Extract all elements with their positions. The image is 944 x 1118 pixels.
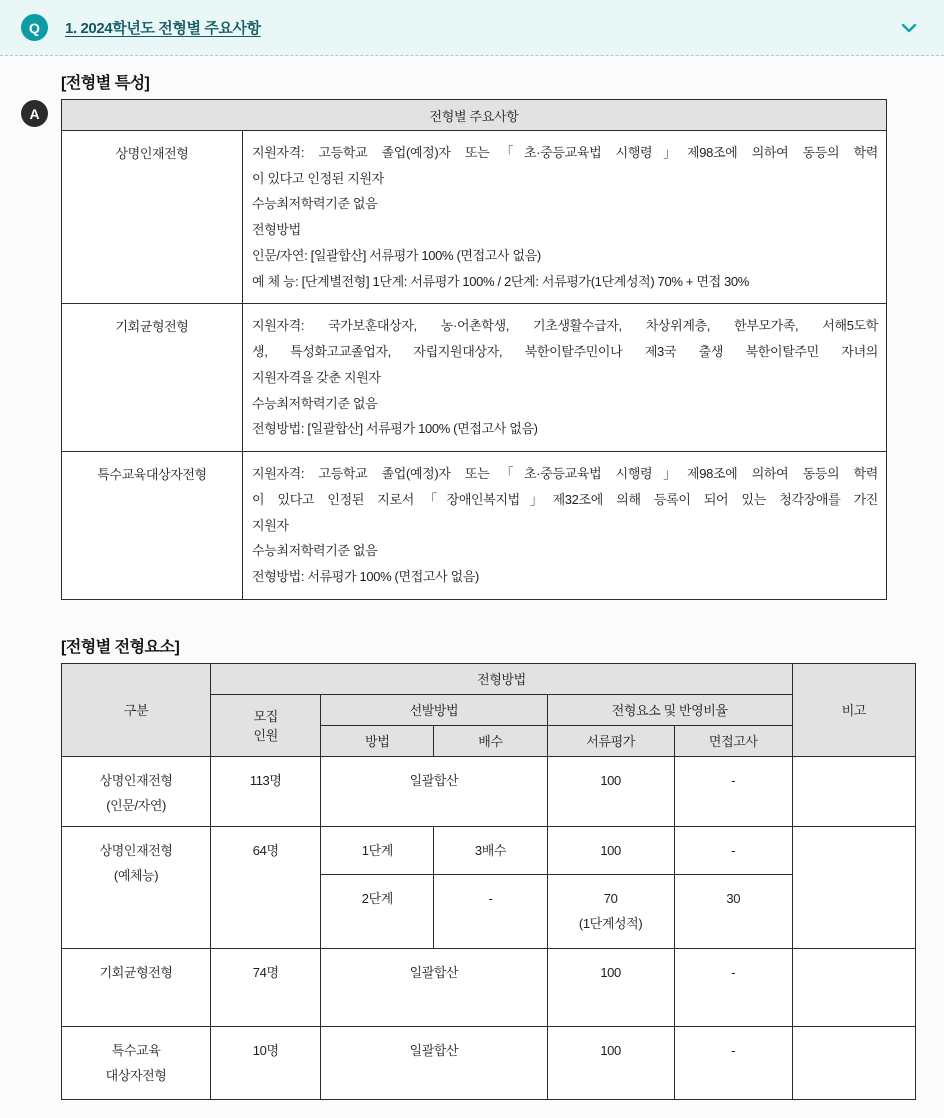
header-remarks: 비고	[792, 663, 915, 756]
section-title-features: [전형별 특성]	[61, 75, 150, 92]
detail-line: 이 있다고 인정된 지원자	[252, 170, 384, 186]
detail-line: 예 체 능: [단계별전형] 1단계: 서류평가 100% / 2단계: 서류평가(1단계성적) 70% + 면접 30%	[252, 273, 750, 289]
row-document: 100	[547, 1026, 674, 1099]
row-multiple: 3배수	[434, 826, 547, 874]
division-line2: (예체능)	[113, 868, 159, 884]
detail-line: 지원자격: 고등학교 졸업(예정)자 또는「초·중등교육법 시행령」제98조에 의하여 동등의 학력	[252, 466, 878, 482]
detail-line: 지원자격을 갖춘 지원자	[252, 369, 381, 385]
row-quota: 74명	[211, 948, 321, 1026]
detail-line: 전형방법	[252, 222, 301, 238]
table-row	[62, 131, 887, 304]
row-interview: -	[674, 948, 792, 1026]
row-division	[62, 826, 211, 948]
detail-line: 수능최저학력기준 없음	[252, 395, 378, 411]
detail-line: 지원자	[252, 517, 289, 533]
detail-line: 수능최저학력기준 없음	[252, 543, 378, 559]
detail-line: 전형방법: [일괄합산] 서류평가 100% (면접고사 없음)	[252, 421, 538, 437]
table-row	[62, 1026, 916, 1099]
row-document: 100	[547, 948, 674, 1026]
row-quota: 10명	[211, 1026, 321, 1099]
row-category: 상명인재전형	[62, 131, 243, 304]
row-method: 1단계	[321, 826, 434, 874]
table-row	[62, 304, 887, 452]
row-detail	[243, 452, 887, 600]
detail-line: 지원자격: 고등학교 졸업(예정)자 또는「초·중등교육법 시행령」제98조에 의하여 동등의 학력	[252, 145, 878, 160]
row-method: 일괄합산	[321, 948, 547, 1026]
table-row	[62, 756, 916, 826]
header-multiple: 배수	[434, 725, 547, 756]
question-badge: Q	[21, 14, 48, 41]
detail-line: 수능최저학력기준 없음	[252, 196, 378, 212]
document-note: (1단계성적)	[578, 916, 643, 932]
division-line1: 기회균형전형	[99, 964, 173, 980]
admission-features-table	[61, 99, 887, 600]
row-remarks	[792, 948, 915, 1026]
faq-question-title[interactable]: 1. 2024학년도 전형별 주요사항	[65, 20, 261, 37]
row-interview: -	[674, 1026, 792, 1099]
detail-line: 이 있다고 인정된 지로서「장애인복지법」제32조에 의해 등록이 되어 있는 청각장애를 가진	[252, 491, 878, 507]
table-header-row-1	[62, 663, 916, 694]
features-table-header: 전형별 주요사항	[62, 100, 887, 131]
row-remarks	[792, 756, 915, 826]
table-header-row	[62, 100, 887, 131]
division-line1: 상명인재전형	[99, 772, 173, 788]
row-interview: -	[674, 756, 792, 826]
header-interview: 면접고사	[674, 725, 792, 756]
division-line2: 대상자전형	[105, 1068, 167, 1084]
division-line2: (인문/자연)	[106, 798, 166, 814]
division-line1: 특수교육	[111, 1042, 161, 1058]
faq-answer-body	[61, 60, 921, 1100]
table-row	[62, 452, 887, 600]
header-document: 서류평가	[547, 725, 674, 756]
row-interview: -	[674, 826, 792, 874]
row-division	[62, 1026, 211, 1099]
row-detail	[243, 131, 887, 304]
header-quota-line1: 모집	[253, 709, 278, 725]
table-row	[62, 948, 916, 1026]
detail-line: 지원자격: 국가보훈대상자, 농·어촌학생, 기초생활수급자, 차상위계층, 한부모가족, 서해5도학	[252, 318, 878, 334]
division-line1: 상명인재전형	[99, 842, 173, 858]
row-quota: 64명	[211, 826, 321, 948]
row-multiple: -	[434, 874, 547, 948]
row-method: 일괄합산	[321, 1026, 547, 1099]
document-value: 70	[603, 890, 618, 906]
detail-line: 인문/자연: [일괄합산] 서류평가 100% (면접고사 없음)	[252, 247, 541, 263]
row-division	[62, 948, 211, 1026]
row-category: 특수교육대상자전형	[62, 452, 243, 600]
header-quota-line2: 인원	[253, 728, 278, 744]
row-method: 2단계	[321, 874, 434, 948]
header-division: 구분	[62, 663, 211, 756]
row-method: 일괄합산	[321, 756, 547, 826]
row-detail	[243, 304, 887, 452]
row-interview: 30	[674, 874, 792, 948]
header-quota	[211, 694, 321, 756]
row-division	[62, 756, 211, 826]
section-title-elements: [전형별 전형요소]	[61, 638, 180, 656]
header-method-group: 전형방법	[211, 663, 793, 694]
detail-line: 생, 특성화고교졸업자, 자립지원대상자, 북한이탈주민이나 제3국 출생 북한이탈주민 자녀의	[252, 344, 878, 360]
header-method: 방법	[321, 725, 434, 756]
row-document: 100	[547, 756, 674, 826]
row-document	[547, 874, 674, 948]
table-row	[62, 826, 916, 874]
admission-elements-table	[61, 663, 916, 1100]
row-quota: 113명	[211, 756, 321, 826]
row-category: 기회균형전형	[62, 304, 243, 452]
row-document: 100	[547, 826, 674, 874]
faq-question-header[interactable]	[0, 0, 944, 56]
header-selection-group: 선발방법	[321, 694, 547, 725]
chevron-down-icon[interactable]	[898, 17, 920, 39]
header-factors-group: 전형요소 및 반영비율	[547, 694, 792, 725]
detail-line: 전형방법: 서류평가 100% (면접고사 없음)	[252, 569, 480, 585]
answer-badge: A	[21, 100, 48, 127]
row-remarks	[792, 1026, 915, 1099]
row-remarks	[792, 826, 915, 948]
